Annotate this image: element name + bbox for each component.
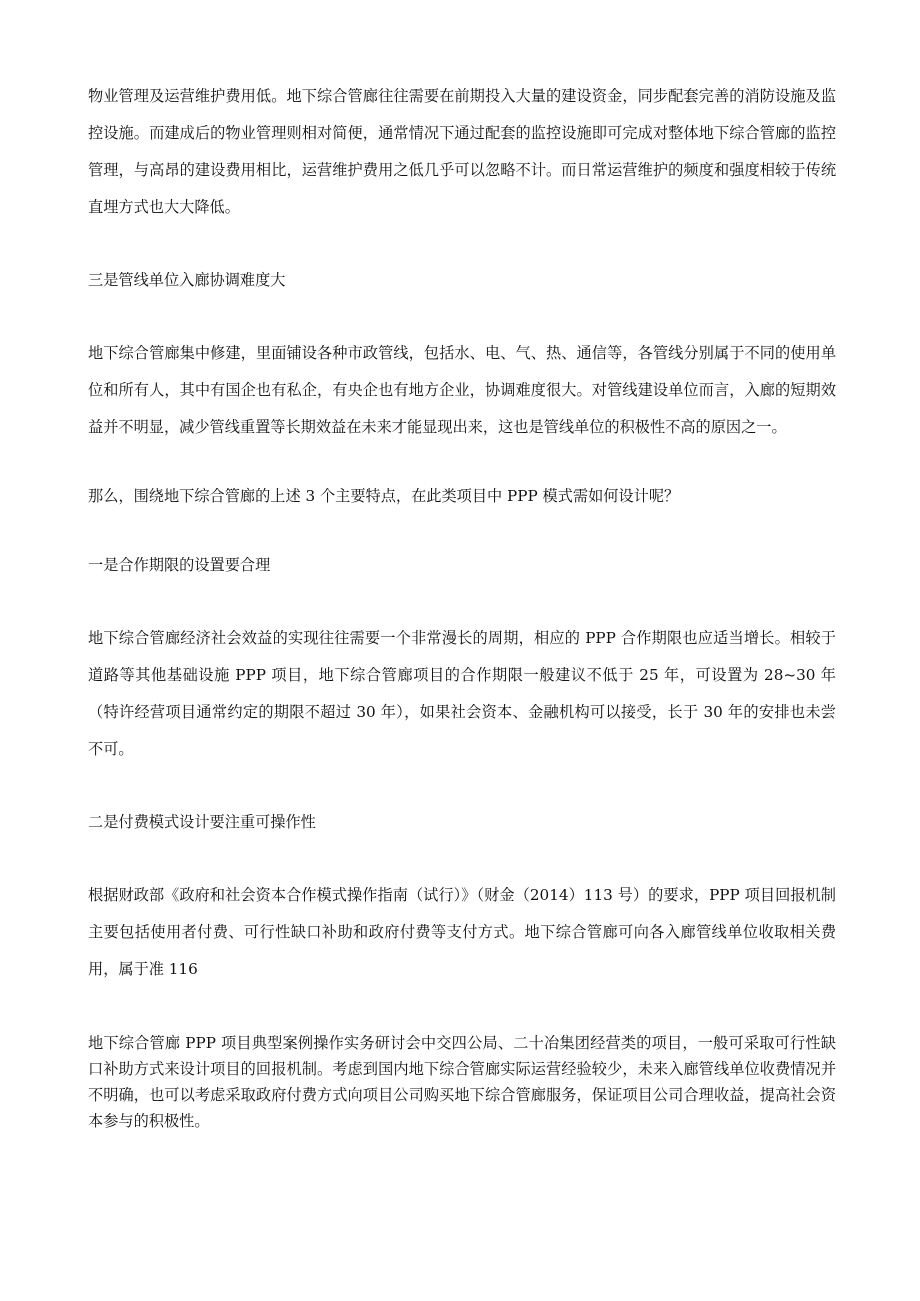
document-body xyxy=(88,78,836,1134)
paragraph-ppp-question: 那么，围绕地下综合管廊的上述 3 个主要特点，在此类项目中 PPP 模式需如何设计呢？ xyxy=(88,487,680,505)
paragraph-cooperation-period: 地下综合管廊经济社会效益的实现往往需要一个非常漫长的周期，相应的 PPP 合作期限也应适当增长。相较于道路等其他基础设施 PPP 项目，地下综合管廊项目的合作期限一般建议不低于 25 年，可设置为 28~30 年（特许经营项目通常约定的期限不超过 30 年），如果社会资本、金融机构可以接受，长于 30 年的安排也未尝不可。 xyxy=(88,629,836,758)
paragraph-operation-cost: 物业管理及运营维护费用低。地下综合管廊往往需要在前期投入大量的建设资金，同步配套完善的消防设施及监控设施。而建成后的物业管理则相对简便，通常情况下通过配套的监控设施即可完成对整体地下综合管廊的监控管理，与高昂的建设费用相比，运营维护费用之低几乎可以忽略不计。而日常运营维护的频度和强度相较于传统直埋方式也大大降低。 xyxy=(88,87,836,216)
paragraph-coordination: 地下综合管廊集中修建，里面铺设各种市政管线，包括水、电、气、热、通信等，各管线分别属于不同的使用单位和所有人，其中有国企也有私企，有央企也有地方企业，协调难度很大。对管线建设单位而言，入廊的短期效益并不明显，减少管线重置等长期效益在未来才能显现出来，这也是管线单位的积极性不高的原因之一。 xyxy=(88,344,836,436)
heading-cooperation-period: 一是合作期限的设置要合理 xyxy=(88,556,271,574)
heading-coordination: 三是管线单位入廊协调难度大 xyxy=(88,271,286,289)
heading-payment-model: 二是付费模式设计要注重可操作性 xyxy=(88,813,316,831)
paragraph-payment-model: 根据财政部《政府和社会资本合作模式操作指南（试行）》（财金（2014）113 号）的要求，PPP 项目回报机制主要包括使用者付费、可行性缺口补助和政府付费等支付方式。地下综合管廊可向各入廊管线单位收取相关费用，属于准 116 xyxy=(88,886,836,978)
paragraph-return-mechanism: 地下综合管廊 PPP 项目典型案例操作实务研讨会中交四公局、二十冶集团经营类的项目，一般可采取可行性缺口补助方式来设计项目的回报机制。考虑到国内地下综合管廊实际运营经验较少，未来入廊管线单位收费情况并不明确，也可以考虑采取政府付费方式向项目公司购买地下综合管廊服务，保证项目公司合理收益，提高社会资本参与的积极性。 xyxy=(88,1034,836,1130)
